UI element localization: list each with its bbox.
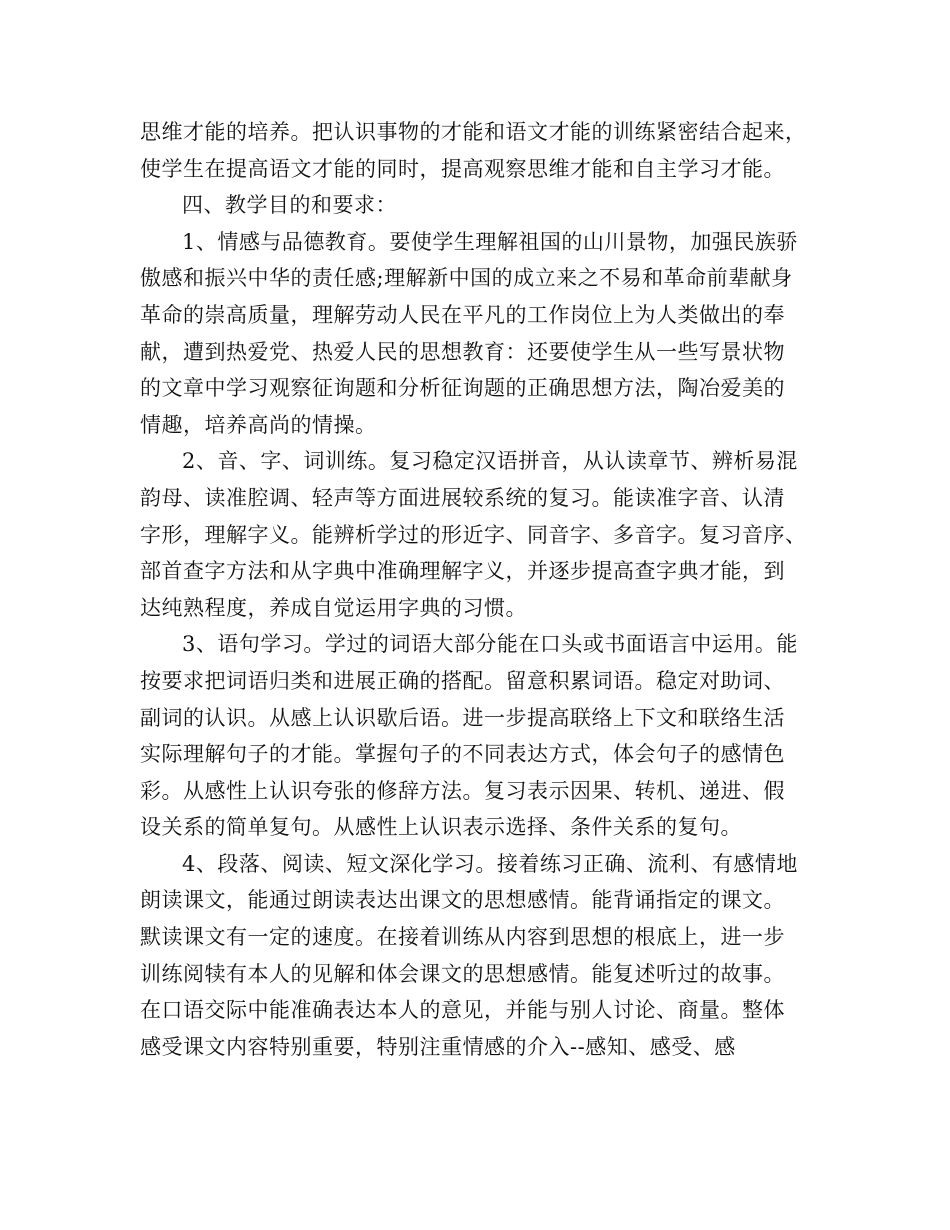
text-line: 设关系的简单复句。从感性上认识表示选择、条件关系的复句。 <box>140 815 742 840</box>
text-line: 4、段落、阅读、短文深化学习。接着练习正确、流利、有感情地 <box>182 851 798 876</box>
text-line: 傲感和振兴中华的责任感;理解新中国的成立来之不易和革命前辈献身 <box>140 266 793 291</box>
text-line: 按要求把词语归类和进展正确的搭配。留意积累词语。稳定对助词、 <box>140 668 785 693</box>
text-line: 使学生在提高语文才能的同时，提高观察思维才能和自主学习才能。 <box>140 156 785 181</box>
text-line: 默读课文有一定的速度。在接着训练从内容到思想的根底上，进一步 <box>140 925 785 950</box>
text-line: 3、语句学习。学过的词语大部分能在口头或书面语言中运用。能 <box>182 632 798 657</box>
text-line: 在口语交际中能准确表达本人的意见，并能与别人讨论、商量。整体 <box>140 998 785 1023</box>
text-line: 2、音、字、词训练。复习稳定汉语拼音，从认读章节、辨析易混 <box>182 449 798 474</box>
text-line: 情趣，培养高尚的情操。 <box>140 412 377 437</box>
text-line: 韵母、读准腔调、轻声等方面进展较系统的复习。能读准字音、认清 <box>140 485 785 510</box>
text-line: 献，遭到热爱党、热爱人民的思想教育：还要使学生从一些写景状物 <box>140 339 785 364</box>
text-line: 感受课文内容特别重要，特别注重情感的介入--感知、感受、感 <box>140 1034 736 1059</box>
text-line: 1、情感与品德教育。要使学生理解祖国的山川景物，加强民族骄 <box>182 229 798 254</box>
text-line: 彩。从感性上认识夸张的修辞方法。复习表示因果、转机、递进、假 <box>140 778 785 803</box>
text-line: 的文章中学习观察征询题和分析征询题的正确思想方法，陶冶爱美的 <box>140 376 785 401</box>
body-text <box>140 114 820 1065</box>
text-line: 字形，理解字义。能辨析学过的形近字、同音字、多音字。复习音序、 <box>140 522 807 547</box>
text-line: 四、教学目的和要求： <box>182 193 397 218</box>
text-line: 部首查字方法和从字典中准确理解字义，并逐步提高查字典才能，到 <box>140 559 785 584</box>
text-line: 革命的崇高质量，理解劳动人民在平凡的工作岗位上为人类做出的奉 <box>140 302 785 327</box>
text-line: 副词的认识。从感上认识歇后语。进一步提高联络上下文和联络生活 <box>140 705 785 730</box>
text-line: 朗读课文，能通过朗读表达出课文的思想感情。能背诵指定的课文。 <box>140 888 785 913</box>
text-line: 思维才能的培养。把认识事物的才能和语文才能的训练紧密结合起来， <box>140 120 807 144</box>
text-line: 实际理解句子的才能。掌握句子的不同表达方式，体会句子的感情色 <box>140 742 785 767</box>
text-line: 训练阅犊有本人的见解和体会课文的思想感情。能复述听过的故事。 <box>140 961 785 986</box>
text-line: 达纯熟程度，养成自觉运用字典的习惯。 <box>140 595 527 620</box>
